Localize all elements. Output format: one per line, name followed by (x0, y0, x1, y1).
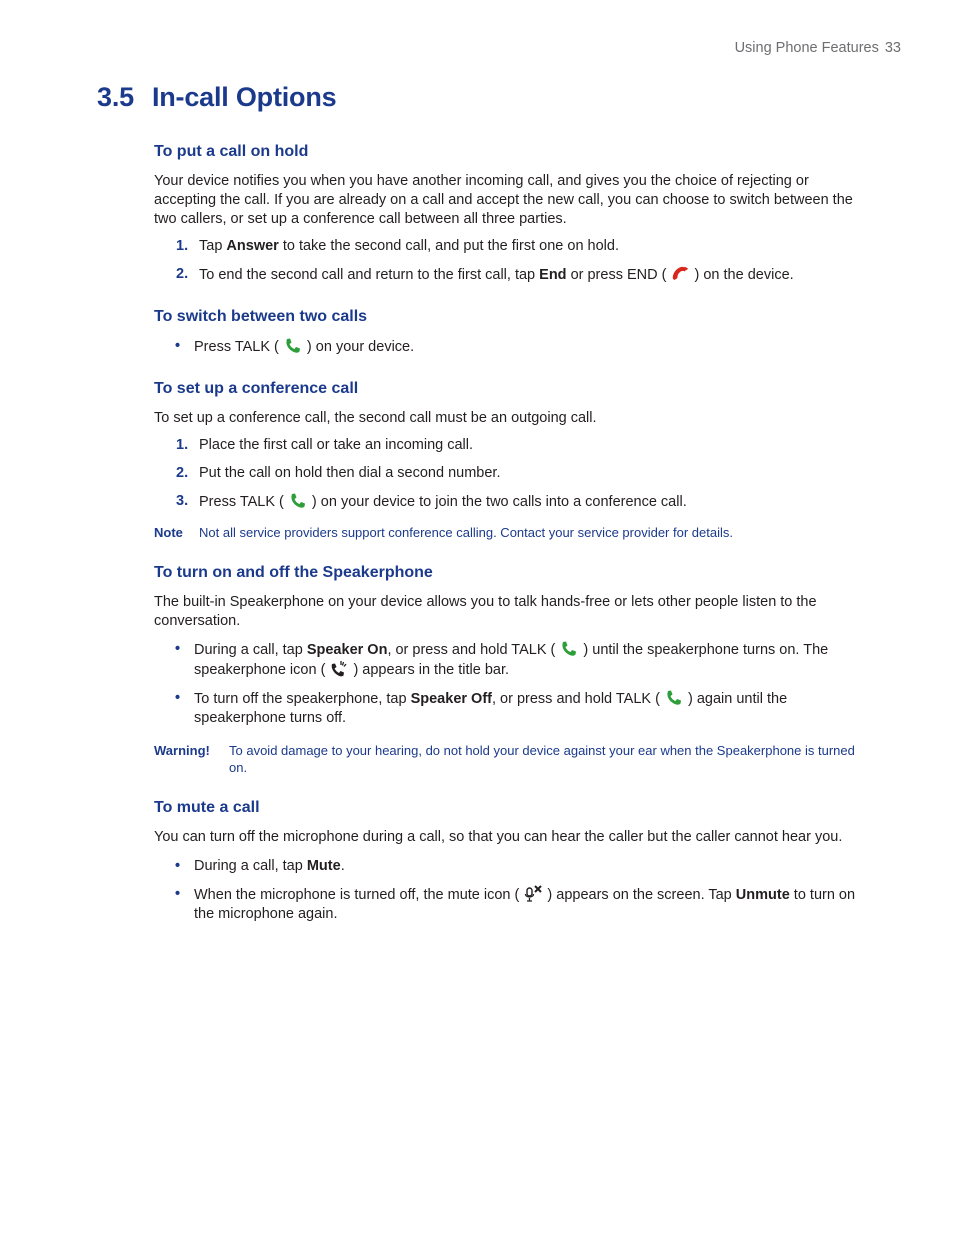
bullet-dot: • (175, 641, 181, 657)
page-number: 33 (884, 40, 901, 56)
conference-steps (154, 436, 866, 512)
warning-text: To avoid damage to your hearing, do not hold your device against your ear when the Speakerphone is turned on. (229, 743, 855, 775)
end-command: End (539, 267, 567, 283)
conference-step-3 (154, 492, 866, 512)
step-text: To end the second call and return to the first call, tap (199, 267, 540, 283)
end-phone-icon (670, 265, 690, 283)
speakerphone-icon (329, 660, 349, 678)
bullet-text: During a call, tap (194, 858, 307, 874)
step-number: 3. (176, 493, 189, 509)
talk-phone-icon (288, 492, 308, 510)
hold-step-1 (154, 237, 866, 256)
step-text: ) on your device to join the two calls into a conference call. (307, 494, 687, 510)
hold-intro: Your device notifies you when you have another incoming call, and gives you the choice of rejecting or accepting the call. If you are already on a call and accept the new call, you can choose to switch between the two callers, or set up a conference call between all three parties. (154, 173, 853, 227)
switch-bullets (154, 337, 866, 357)
heading-mute: To mute a call (154, 799, 260, 816)
conference-step-2 (154, 464, 866, 483)
section-conference (154, 379, 866, 541)
hold-step-2 (154, 265, 866, 285)
section-hold (154, 142, 866, 285)
mute-bullet-2 (154, 885, 866, 924)
answer-command: Answer (226, 238, 279, 254)
bullet-text: When the microphone is turned off, the mute icon ( (194, 887, 524, 903)
mute-intro: You can turn off the microphone during a call, so that you can hear the caller but the caller cannot hear you. (154, 829, 843, 845)
speaker-on-command: Speaker On (306, 642, 388, 658)
section-mute (154, 798, 866, 924)
note-callout (154, 524, 866, 541)
step-number: 1. (176, 437, 189, 453)
step-text: to take the second call, and put the first one on hold. (278, 238, 619, 254)
bullet-text: To turn off the speakerphone, tap (194, 691, 411, 707)
speaker-off-command: Speaker Off (410, 691, 492, 707)
mute-bullet-1 (154, 857, 866, 876)
bullet-text: , or press and hold TALK ( (387, 642, 560, 658)
step-text: or press END ( (566, 267, 671, 283)
step-number: 2. (176, 266, 189, 282)
section-number: 3.5 (97, 82, 134, 112)
talk-phone-icon (283, 337, 303, 355)
page-header (735, 40, 901, 56)
mute-command: Mute (306, 858, 341, 874)
bullet-dot: • (175, 690, 181, 706)
heading-speakerphone: To turn on and off the Speakerphone (154, 564, 433, 581)
step-text: Press TALK ( (199, 494, 288, 510)
section-speakerphone (154, 563, 866, 776)
heading-switch: To switch between two calls (154, 308, 368, 325)
header-section: Using Phone Features (734, 40, 879, 56)
step-text: ) on the device. (690, 267, 794, 283)
bullet-dot: • (175, 338, 181, 354)
bullet-dot: • (175, 886, 181, 902)
mute-bullets (154, 857, 866, 924)
step-text: Put the call on hold then dial a second number. (199, 465, 501, 481)
bullet-text: ) on your device. (302, 339, 415, 355)
heading-hold: To put a call on hold (154, 143, 309, 160)
step-number: 2. (176, 465, 189, 481)
section-switch (154, 307, 866, 357)
talk-phone-icon (664, 689, 684, 707)
speaker-bullet-2 (154, 689, 866, 728)
warning-label: Warning! (154, 743, 210, 758)
section-title: In-call Options (151, 82, 337, 112)
bullet-text: to turn on the microphone again. (194, 887, 856, 922)
bullet-text: Press TALK ( (194, 339, 283, 355)
bullet-text: ) until the speakerphone turns on. The speakerphone icon ( (194, 642, 829, 678)
bullet-text: During a call, tap (194, 642, 307, 658)
speaker-intro: The built-in Speakerphone on your device allows you to talk hands-free or lets other people listen to the conversation. (154, 594, 817, 629)
bullet-dot: • (175, 858, 181, 874)
conference-step-1 (154, 436, 866, 455)
bullet-text: ) appears in the title bar. (349, 662, 510, 678)
note-label: Note (154, 525, 183, 540)
speaker-bullets (154, 640, 866, 728)
hold-steps (154, 237, 866, 285)
main-content (154, 142, 866, 946)
talk-phone-icon (559, 640, 579, 658)
step-text: Tap (199, 238, 227, 254)
note-text: Not all service providers support conference calling. Contact your service provider for details. (199, 525, 733, 540)
bullet-text: ) appears on the screen. Tap (543, 887, 736, 903)
bullet-text: ) again until the speakerphone turns off. (194, 691, 788, 726)
page-title (97, 82, 336, 113)
bullet-text: . (340, 858, 345, 874)
speaker-bullet-1 (154, 640, 866, 680)
mute-microphone-icon (523, 885, 543, 903)
unmute-command: Unmute (735, 887, 790, 903)
switch-bullet (154, 337, 866, 357)
heading-conference: To set up a conference call (154, 380, 359, 397)
conference-intro: To set up a conference call, the second call must be an outgoing call. (154, 410, 597, 426)
step-text: Place the first call or take an incoming call. (199, 437, 474, 453)
bullet-text: , or press and hold TALK ( (492, 691, 664, 707)
step-number: 1. (176, 238, 189, 254)
warning-callout (154, 742, 866, 776)
